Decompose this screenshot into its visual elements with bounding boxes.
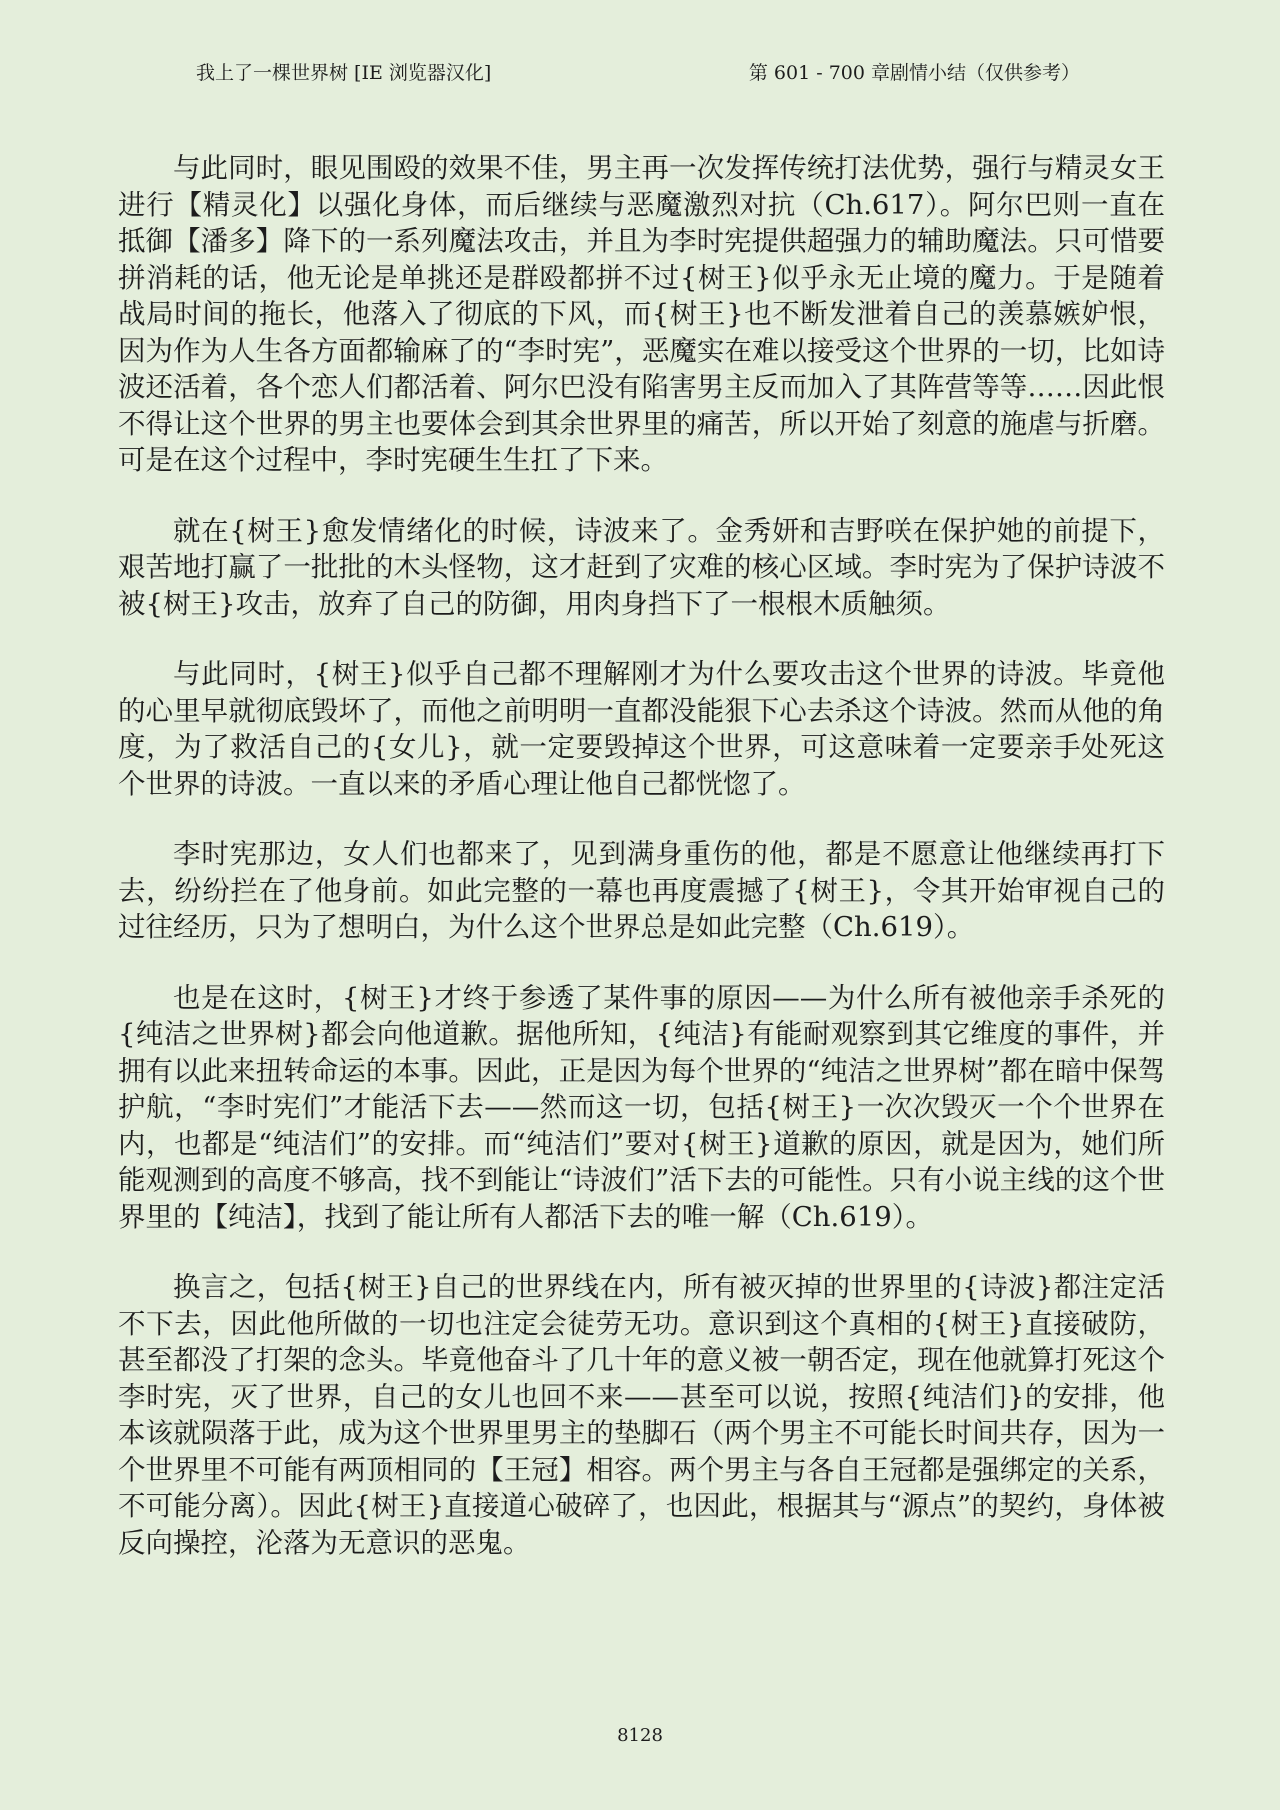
page-header <box>0 58 1280 88</box>
paragraph: 也是在这时，{树王}才终于参透了某件事的原因——为什么所有被他亲手杀死的{纯洁之世界树}都会向他道歉。据他所知，{纯洁}有能耐观察到其它维度的事件，并拥有以此来扭转命运的本事。因此，正是因为每个世界的“纯洁之世界树”都在暗中保驾护航，“李时宪们”才能活下去——然而这一切，包括{树王}一次次毁灭一个个世界在内，也都是“纯洁们”的安排。而“纯洁们”要对{树王}道歉的原因，就是因为，她们所能观测到的高度不够高，找不到能让“诗波们”活下去的可能性。只有小说主线的这个世界里的【纯洁】，找到了能让所有人都活下去的唯一解（Ch.619）。 <box>118 981 1165 1233</box>
chapter-range-title: 第 601 - 700 章剧情小结（仅供参考） <box>748 62 1080 84</box>
paragraph: 与此同时，眼见围殴的效果不佳，男主再一次发挥传统打法优势，强行与精灵女王进行【精灵化】以强化身体，而后继续与恶魔激烈对抗（Ch.617）。阿尔巴则一直在抵御【潘多】降下的一系列魔法攻击，并且为李时宪提供超强力的辅助魔法。只可惜要拼消耗的话，他无论是单挑还是群殴都拼不过{树王}似乎永无止境的魔力。于是随着战局时间的拖长，他落入了彻底的下风，而{树王}也不断发泄着自己的羡慕嫉妒恨，因为作为人生各方面都输麻了的“李时宪”，恶魔实在难以接受这个世界的一切，比如诗波还活着，各个恋人们都活着、阿尔巴没有陷害男主反而加入了其阵营等等……因此恨不得让这个世界的男主也要体会到其余世界里的痛苦，所以开始了刻意的施虐与折磨。可是在这个过程中，李时宪硬生生扛了下来。 <box>118 152 1165 476</box>
book-title: 我上了一棵世界树 [IE 浏览器汉化] <box>196 62 492 84</box>
paragraph: 换言之，包括{树王}自己的世界线在内，所有被灭掉的世界里的{诗波}都注定活不下去，因此他所做的一切也注定会徒劳无功。意识到这个真相的{树王}直接破防，甚至都没了打架的念头。毕竟他奋斗了几十年的意义被一朝否定，现在他就算打死这个李时宪，灭了世界，自己的女儿也回不来——甚至可以说，按照{纯洁们}的安排，他本该就陨落于此，成为这个世界里男主的垫脚石（两个男主不可能长时间共存，因为一个世界里不可能有两顶相同的【王冠】相容。两个男主与各自王冠都是强绑定的关系，不可能分离）。因此{树王}直接道心破碎了，也因此，根据其与“源点”的契约，身体被反向操控，沦落为无意识的恶鬼。 <box>118 1271 1165 1559</box>
paragraph: 与此同时，{树王}似乎自己都不理解刚才为什么要攻击这个世界的诗波。毕竟他的心里早就彻底毁坏了，而他之前明明一直都没能狠下心去杀这个诗波。然而从他的角度，为了救活自己的{女儿}，就一定要毁掉这个世界，可这意味着一定要亲手处死这个世界的诗波。一直以来的矛盾心理让他自己都恍惚了。 <box>118 658 1165 800</box>
document-body <box>118 150 1165 1595</box>
page-number: 8128 <box>617 1725 663 1746</box>
paragraph: 李时宪那边，女人们也都来了，见到满身重伤的他，都是不愿意让他继续再打下去，纷纷拦在了他身前。如此完整的一幕也再度震撼了{树王}，令其开始审视自己的过往经历，只为了想明白，为什么这个世界总是如此完整（Ch.619）。 <box>118 838 1165 943</box>
paragraph: 就在{树王}愈发情绪化的时候，诗波来了。金秀妍和吉野咲在保护她的前提下，艰苦地打赢了一批批的木头怪物，这才赶到了灾难的核心区域。李时宪为了保护诗波不被{树王}攻击，放弃了自己的防御，用肉身挡下了一根根木质触须。 <box>118 514 1165 620</box>
